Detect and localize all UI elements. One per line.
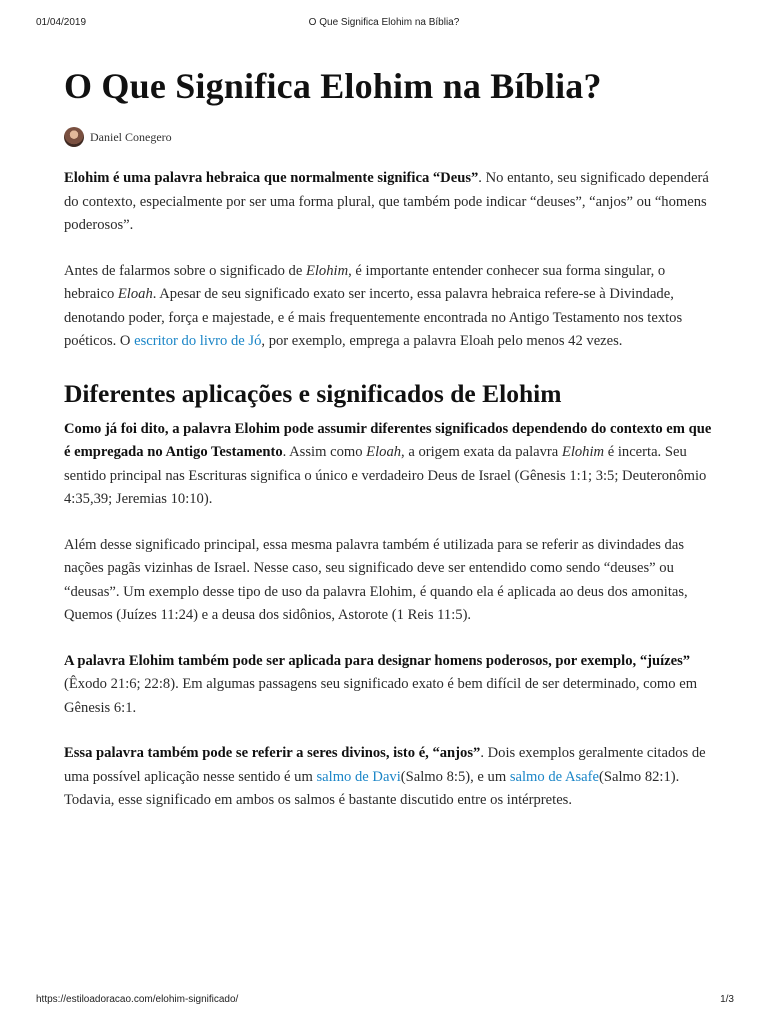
link-escritor-jo[interactable]: escritor do livro de Jó [134, 333, 262, 349]
paragraph-pagan-gods: Além desse significado principal, essa mesma palavra também é utilizada para se referir as divindades das nações pagãs vizinhas de Israel. Nesse caso, seu significado deve ser entendido como sendo “deuses” ou “deusas”. Um exemplo desse tipo de uso da palavra Elohim, é quando ela é aplicada ao deus dos amonitas, Quemos (Juízes 11:24) e a deusa dos sidônios, Astorote (1 Reis 11:5). [64, 536, 688, 623]
section-heading: Diferentes aplicações e significados de Elohim [64, 378, 562, 408]
paragraph-angels: Essa palavra também pode se referir a seres divinos, isto é, “anjos”. Dois exemplos geralmente citados de uma possível aplicação nesse sentido é um salmo de Davi(Salmo 8:5), e um salmo de Asafe(Salmo 82:1). Todavia, esse significado em ambos os salmos é bastante discutido entre os intérpretes. [64, 745, 706, 808]
print-date: 01/04/2019 [36, 17, 87, 28]
author-name[interactable]: Daniel Conegero [90, 129, 172, 144]
link-salmo-davi[interactable]: salmo de Davi [316, 768, 401, 785]
article-title: O Que Significa Elohim na Bíblia? [64, 66, 602, 106]
intro-bold: Elohim é uma palavra hebraica que normalmente significa “Deus” [64, 170, 479, 186]
author-avatar [64, 127, 84, 147]
link-salmo-asafe[interactable]: salmo de Asafe [509, 768, 600, 785]
paragraph-intro: Elohim é uma palavra hebraica que normalmente significa “Deus”. No entanto, seu significado dependerá do contexto, especialmente por ser uma forma plural, que também pode indicar “deuses”, “anjos” ou “homens poderosos”. [64, 170, 709, 233]
article [64, 62, 714, 813]
print-footer [0, 994, 768, 1008]
paragraph-judges: A palavra Elohim também pode ser aplicada para designar homens poderosos, por exemplo, “juízes” (Êxodo 21:6; 22:8). Em algumas passagens seu significado exato é bem difícil de ser determinado, como em Gênesis 6:1. [64, 652, 698, 716]
print-page-number: 1/3 [720, 994, 734, 1005]
print-url: https://estiloadoracao.com/elohim-significado/ [36, 994, 239, 1005]
paragraph-meanings: Como já foi dito, a palavra Elohim pode assumir diferentes significados dependendo do contexto em que é empregada no Antigo Testamento. Assim como Eloah, a origem exata da palavra Elohim é incerta. Seu sentido principal nas Escrituras significa o único e verdadeiro Deus de Israel (Gênesis 1:1; 3:5; Deuteronômio 4:35,39; Jeremias 10:10). [64, 420, 712, 507]
byline [64, 125, 714, 149]
print-page-title: O Que Significa Elohim na Bíblia? [308, 17, 460, 28]
print-header [0, 17, 768, 31]
paragraph-eloah: Antes de falarmos sobre o significado de Elohim, é importante entender conhecer sua forma singular, o hebraico Eloah. Apesar de seu significado exato ser incerto, essa palavra hebraica refere-se à Divindade, denotando poder, força e majestade, e é mais frequentemente encontrada no Antigo Testamento nos textos poéticos. O escritor do livro de Jó, por exemplo, emprega a palavra Eloah pelo menos 42 vezes. [64, 262, 683, 349]
